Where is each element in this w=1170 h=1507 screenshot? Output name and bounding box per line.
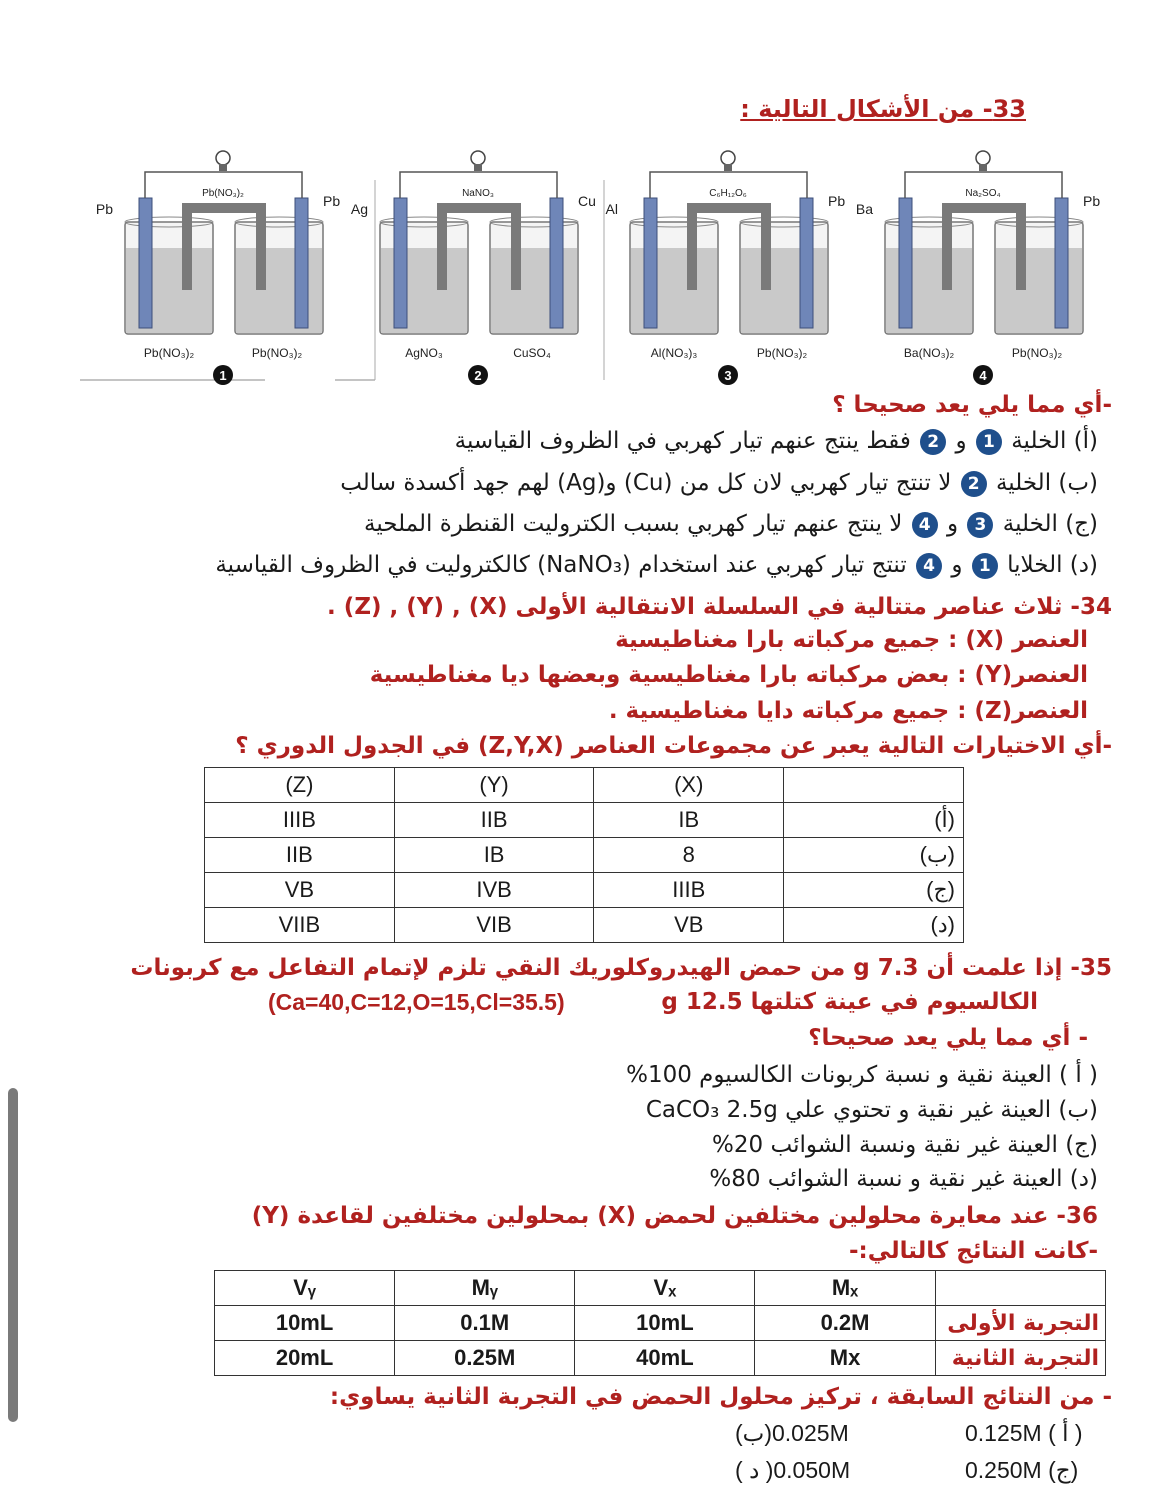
left-metal-label: Al bbox=[605, 201, 618, 217]
cell-4-badge: 4 bbox=[912, 512, 938, 538]
left-metal-label: Ag bbox=[350, 201, 368, 217]
q33-question: -أي مما يلي يعد صحيحا ؟ bbox=[832, 392, 1112, 418]
right-solution-label: Pb(NO₃)₂ bbox=[756, 346, 808, 360]
cell-2-badge: 2 bbox=[961, 471, 987, 497]
q35-option-a[interactable]: ( أ ) العينة نقية و نسبة كربونات الكالسيوم 100% bbox=[626, 1062, 1098, 1088]
bulb-base bbox=[474, 164, 482, 171]
right-metal-label: Pb bbox=[1083, 193, 1101, 209]
option-text: (د) الخلايا bbox=[1007, 552, 1098, 578]
option-text: و bbox=[951, 552, 963, 578]
right-electrode bbox=[550, 198, 563, 328]
right-solution-label: CuSO₄ bbox=[513, 346, 551, 360]
q35-option-d[interactable]: (د) العينة غير نقية و نسبة الشوائب 80% bbox=[709, 1166, 1098, 1192]
q35-option-b[interactable]: (ب) العينة غير نقية و تحتوي علي CaCO₃ 2.5g bbox=[645, 1097, 1098, 1123]
q34-table bbox=[204, 767, 964, 943]
cell-number-label: 2 bbox=[474, 368, 482, 383]
galvanic-cells-figure bbox=[80, 140, 1120, 392]
q34-element-z: العنصر(Z) : جميع مركباته دايا مغناطيسية . bbox=[608, 698, 1088, 724]
header-mx: Mₓ bbox=[755, 1271, 935, 1306]
q36-option-d[interactable]: ( د )0.050M bbox=[735, 1457, 851, 1483]
cell-1-badge: 1 bbox=[976, 429, 1002, 455]
bridge-salt-label: NaNO₃ bbox=[462, 188, 494, 199]
left-metal-label: Ba bbox=[855, 201, 873, 217]
bridge-salt-label: Na₂SO₄ bbox=[965, 188, 1001, 199]
q33-title: 33- من الأشكال التالية : bbox=[740, 95, 1026, 123]
right-solution bbox=[741, 248, 827, 333]
right-solution-label: Pb(NO₃)₂ bbox=[251, 346, 303, 360]
option-text: و bbox=[955, 428, 967, 454]
option-text: (ب) الخلية bbox=[995, 470, 1098, 496]
scrollbar[interactable] bbox=[8, 1088, 18, 1422]
table-row[interactable]: IIIB IIB IB (أ) bbox=[205, 803, 964, 838]
header-vx: Vₓ bbox=[575, 1271, 755, 1306]
q35-line1: 35- إذا علمت أن 7.3 g من حمض الهيدروكلوريك النقي تلزم لإتمام التفاعل مع كربونات bbox=[130, 955, 1112, 981]
q36-table bbox=[214, 1270, 1106, 1376]
q33-option-c[interactable] bbox=[364, 511, 1098, 538]
cell-3 bbox=[606, 151, 846, 385]
cell-2-badge: 2 bbox=[920, 429, 946, 455]
right-solution bbox=[236, 248, 322, 333]
trial-label: التجربة الثانية bbox=[935, 1341, 1105, 1376]
right-metal-label: Pb bbox=[323, 193, 341, 209]
option-text: لا ينتج عنهم تيار كهربي بسبب الكتروليت القنطرة الملحية bbox=[364, 511, 903, 537]
option-text: تنتج تيار كهربي عند استخدام (NaNO₃) كالكتروليت في الظروف القياسية bbox=[215, 552, 907, 578]
q36-subtitle: -كانت النتائج كالتالي:- bbox=[848, 1238, 1098, 1264]
q36-option-a[interactable]: 0.125M ( أ ) bbox=[965, 1420, 1083, 1446]
q35-question: - أي مما يلي يعد صحيحا؟ bbox=[808, 1025, 1088, 1051]
table-row[interactable]: 20mL 0.25M 40mL Mx التجربة الثانية bbox=[215, 1341, 1106, 1376]
right-electrode bbox=[295, 198, 308, 328]
header-x: (X) bbox=[594, 768, 784, 803]
table-row[interactable]: 10mL 0.1M 10mL 0.2M التجربة الأولى bbox=[215, 1306, 1106, 1341]
option-text: لا تنتج تيار كهربي لان كل من (Cu) و(Ag) لهم جهد أكسدة سالب bbox=[340, 470, 952, 496]
table-header-row bbox=[215, 1271, 1106, 1306]
trial-label: التجربة الأولى bbox=[935, 1306, 1105, 1341]
bulb-icon bbox=[976, 151, 990, 165]
bulb-base bbox=[219, 164, 227, 171]
left-metal-label: Pb bbox=[95, 201, 113, 217]
left-electrode bbox=[394, 198, 407, 328]
bulb-icon bbox=[471, 151, 485, 165]
option-text: و bbox=[947, 511, 959, 537]
left-electrode bbox=[139, 198, 152, 328]
cell-4-badge: 4 bbox=[916, 553, 942, 579]
right-electrode bbox=[800, 198, 813, 328]
q36-question: - من النتائج السابقة ، تركيز محلول الحمض في التجربة الثانية يساوي: bbox=[329, 1384, 1112, 1410]
q33-option-a[interactable] bbox=[455, 428, 1098, 455]
header-y: (Y) bbox=[394, 768, 594, 803]
left-electrode bbox=[644, 198, 657, 328]
cell-4 bbox=[856, 151, 1100, 385]
cell-2 bbox=[351, 151, 596, 385]
q35-option-c[interactable]: (ج) العينة غير نقية ونسبة الشوائب 20% bbox=[712, 1132, 1098, 1158]
bridge-salt-label: C₆H₁₂O₆ bbox=[709, 188, 747, 199]
table-row[interactable]: IIB IB 8 (ب) bbox=[205, 838, 964, 873]
header-trial bbox=[935, 1271, 1105, 1306]
right-solution bbox=[996, 248, 1082, 333]
option-text: (ج) الخلية bbox=[1002, 511, 1098, 537]
bulb-base bbox=[724, 164, 732, 171]
q35-atomic-masses: (Ca=40,C=12,O=15,Cl=35.5) bbox=[268, 989, 565, 1015]
table-row[interactable]: VIIB VIB VB (د) bbox=[205, 908, 964, 943]
cell-number-label: 1 bbox=[219, 368, 227, 383]
option-text: فقط ينتج عنهم تيار كهربي في الظروف القياسية bbox=[454, 428, 911, 454]
q34-title: 34- ثلاث عناصر متتالية في السلسلة الانتقالية الأولى (X) , (Y) , (Z) . bbox=[327, 594, 1112, 620]
q34-element-x: العنصر (X) : جميع مركباته بارا مغناطيسية bbox=[615, 627, 1088, 653]
left-solution-label: Ba(NO₃)₂ bbox=[903, 346, 955, 360]
right-metal-label: Pb bbox=[828, 193, 846, 209]
bulb-icon bbox=[216, 151, 230, 165]
cell-3-badge: 3 bbox=[967, 512, 993, 538]
table-header-row bbox=[205, 768, 964, 803]
header-my: Mᵧ bbox=[395, 1271, 575, 1306]
header-z: (Z) bbox=[205, 768, 395, 803]
bulb-base bbox=[979, 164, 987, 171]
q34-element-y: العنصر(Y) : بعض مركباته بارا مغناطيسية وبعضها ديا مغناطيسية bbox=[369, 662, 1088, 688]
header-choice bbox=[784, 768, 964, 803]
q36-option-b[interactable]: (ب)0.025M bbox=[735, 1420, 849, 1446]
bridge-salt-label: Pb(NO₃)₂ bbox=[202, 188, 244, 199]
right-electrode bbox=[1055, 198, 1068, 328]
left-solution-label: Pb(NO₃)₂ bbox=[143, 346, 195, 360]
q33-option-b[interactable] bbox=[340, 470, 1098, 497]
q35-line2: الكالسيوم في عينة كتلتها 12.5 g bbox=[661, 989, 1038, 1015]
header-vy: Vᵧ bbox=[215, 1271, 395, 1306]
right-solution-label: Pb(NO₃)₂ bbox=[1011, 346, 1063, 360]
right-solution bbox=[491, 248, 577, 333]
q36-title: 36- عند معايرة محلولين مختلفين لحمض (X) بمحلولين مختلفين لقاعدة (Y) bbox=[251, 1203, 1098, 1229]
cell-1-badge: 1 bbox=[972, 553, 998, 579]
left-solution-label: AgNO₃ bbox=[405, 346, 443, 360]
left-electrode bbox=[899, 198, 912, 328]
cell-number-label: 3 bbox=[724, 368, 732, 383]
q33-option-d[interactable] bbox=[215, 552, 1098, 579]
bulb-icon bbox=[721, 151, 735, 165]
table-row[interactable]: VB IVB IIIB (ج) bbox=[205, 873, 964, 908]
q34-question: -أي الاختيارات التالية يعبر عن مجموعات العناصر (Z,Y,X) في الجدول الدوري ؟ bbox=[235, 733, 1112, 759]
left-solution-label: Al(NO₃)₃ bbox=[650, 346, 698, 360]
cell-1 bbox=[96, 151, 340, 385]
q36-option-c[interactable]: 0.250M (ج) bbox=[965, 1457, 1079, 1483]
right-metal-label: Cu bbox=[578, 193, 596, 209]
cell-number-label: 4 bbox=[979, 368, 987, 383]
option-text: (أ) الخلية bbox=[1011, 428, 1098, 454]
